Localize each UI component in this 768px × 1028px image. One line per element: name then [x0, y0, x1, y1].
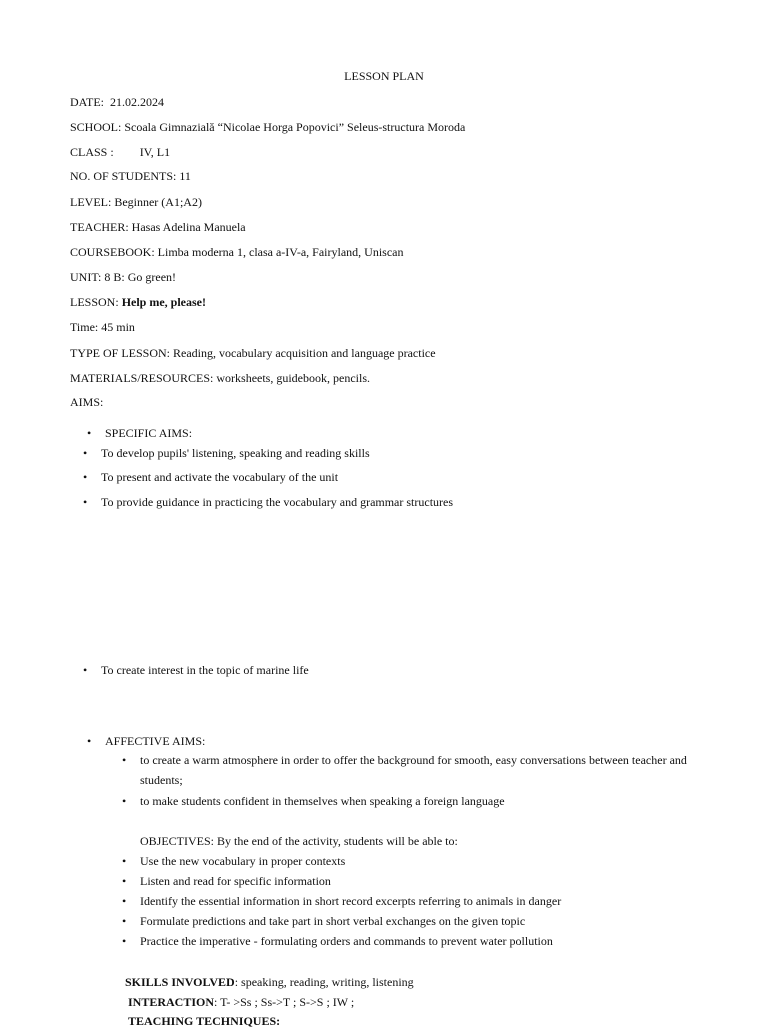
list-item: Formulate predictions and take part in short verbal exchanges on the given topic: [140, 914, 526, 928]
materials-line: MATERIALS/RESOURCES: worksheets, guidebook, pencils.: [70, 371, 370, 385]
unit-line: UNIT: 8 B: Go green!: [70, 270, 177, 284]
skills-label: SKILLS INVOLVED: [125, 975, 235, 989]
list-item: Listen and read for specific information: [140, 874, 331, 888]
teacher-line: TEACHER: Hasas Adelina Manuela: [70, 220, 246, 234]
bullet: •: [83, 495, 88, 509]
list-item-continuation: students;: [140, 773, 183, 787]
list-item: to make students confident in themselves when speaking a foreign language: [140, 794, 505, 808]
list-item: To provide guidance in practicing the vocabulary and grammar structures: [101, 495, 454, 509]
bullet: •: [122, 794, 127, 808]
bullet: •: [83, 446, 88, 460]
school-line: SCHOOL: Scoala Gimnazială “Nicolae Horga Popovici” Seleus-structura Moroda: [70, 120, 466, 134]
bullet: •: [122, 753, 127, 767]
coursebook-line: COURSEBOOK: Limba moderna 1, clasa a-IV-a, Fairyland, Uniscan: [70, 245, 404, 259]
bullet: •: [87, 426, 92, 440]
bullet: •: [122, 854, 127, 868]
bullet: •: [122, 894, 127, 908]
list-item: Practice the imperative - formulating orders and commands to prevent water pollution: [140, 934, 553, 948]
aims-heading: AIMS:: [70, 395, 104, 409]
lesson-value: Help me, please!: [121, 295, 207, 309]
list-item: to create a warm atmosphere in order to offer the background for smooth, easy conversations between teacher and: [140, 753, 687, 767]
techniques-heading: TEACHING TECHNIQUES:: [128, 1014, 281, 1028]
skills-value: : speaking, reading, writing, listening: [234, 975, 414, 989]
interaction-line: [128, 995, 354, 1009]
lesson-line: [70, 295, 206, 309]
bullet: •: [87, 734, 92, 748]
class-line: [70, 145, 170, 159]
list-item: Use the new vocabulary in proper contexts: [140, 854, 346, 868]
bullet: •: [83, 663, 88, 677]
objectives-heading: OBJECTIVES: By the end of the activity, students will be able to:: [140, 834, 458, 848]
bullet: •: [122, 914, 127, 928]
specific-aims-heading: SPECIFIC AIMS:: [105, 426, 193, 440]
level-line: LEVEL: Beginner (A1;A2): [70, 195, 202, 209]
type-line: TYPE OF LESSON: Reading, vocabulary acquisition and language practice: [70, 346, 436, 360]
students-line: NO. OF STUDENTS: 11: [70, 169, 191, 183]
interaction-label: INTERACTION: [128, 995, 215, 1009]
date-line: [70, 95, 164, 109]
bullet: •: [122, 874, 127, 888]
date-label: DATE:: [70, 95, 104, 109]
list-item: To present and activate the vocabulary of the unit: [101, 470, 339, 484]
time-line: Time: 45 min: [70, 320, 135, 334]
skills-line: [125, 975, 414, 989]
lesson-label: LESSON:: [70, 295, 119, 309]
list-item: Identify the essential information in short record excerpts referring to animals in danger: [140, 894, 562, 908]
affective-aims-heading: AFFECTIVE AIMS:: [105, 734, 206, 748]
bullet: •: [83, 470, 88, 484]
interaction-value: : T- >Ss ; Ss->T ; S->S ; IW ;: [214, 995, 355, 1009]
list-item: To create interest in the topic of marine life: [101, 663, 309, 677]
date-value: 21.02.2024: [110, 95, 164, 109]
list-item: To develop pupils' listening, speaking and reading skills: [101, 446, 370, 460]
page-title: LESSON PLAN: [344, 69, 424, 83]
class-label: CLASS :: [70, 145, 114, 159]
class-value: IV, L1: [139, 145, 171, 159]
bullet: •: [122, 934, 127, 948]
